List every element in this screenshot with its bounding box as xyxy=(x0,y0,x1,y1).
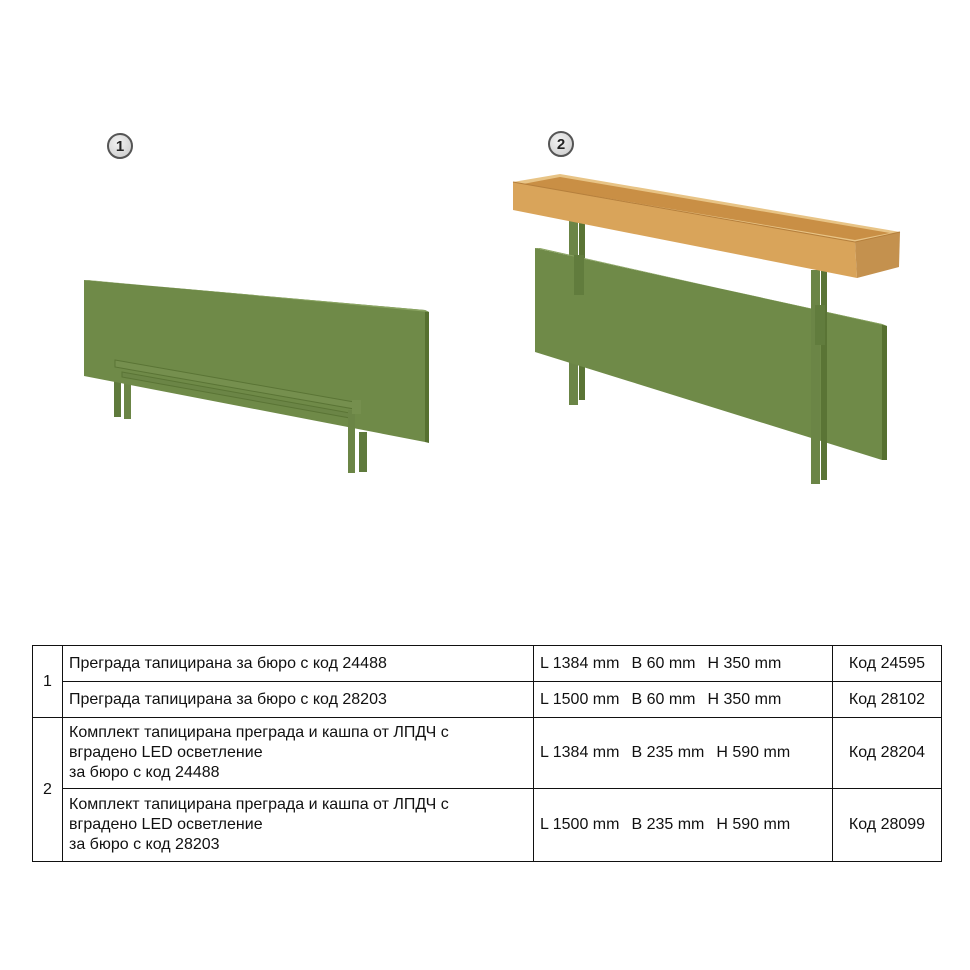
item-code: Код 28204 xyxy=(833,718,942,789)
item-description xyxy=(63,646,534,682)
length-dimension: L 1500 mm xyxy=(540,816,620,833)
specification-table xyxy=(32,645,942,862)
description-line: Комплект тапицирана преграда и кашпа от ЛПДЧ с xyxy=(69,796,449,813)
length-dimension: L 1384 mm xyxy=(540,744,620,761)
item-description xyxy=(63,718,534,789)
height-dimension: H 590 mm xyxy=(716,816,791,833)
table-row xyxy=(33,646,942,682)
description-line: вградено LED осветление xyxy=(69,744,263,761)
item-description xyxy=(63,789,534,862)
table-row xyxy=(33,718,942,789)
item-code: Код 28102 xyxy=(833,682,942,718)
item-dimensions xyxy=(534,789,833,862)
height-dimension: H 350 mm xyxy=(707,690,782,708)
description-line: Комплект тапицирана преграда и кашпа от ЛПДЧ с xyxy=(69,724,449,741)
item-code: Код 24595 xyxy=(833,646,942,682)
length-dimension: L 1384 mm xyxy=(540,654,620,672)
group-number: 2 xyxy=(33,718,63,862)
depth-dimension: B 60 mm xyxy=(631,690,696,708)
item-code: Код 28099 xyxy=(833,789,942,862)
table-row xyxy=(33,682,942,718)
group-number: 1 xyxy=(33,646,63,718)
item-description xyxy=(63,682,534,718)
height-dimension: H 590 mm xyxy=(716,744,791,761)
depth-dimension: B 235 mm xyxy=(631,816,705,833)
description-line: Преграда тапицирана за бюро с код 24488 xyxy=(69,654,387,672)
description-line: вградено LED осветление xyxy=(69,816,263,833)
item-dimensions xyxy=(534,682,833,718)
description-line: Преграда тапицирана за бюро с код 28203 xyxy=(69,690,387,708)
length-dimension: L 1500 mm xyxy=(540,690,620,708)
depth-dimension: B 235 mm xyxy=(631,744,705,761)
description-line: за бюро с код 28203 xyxy=(69,836,220,853)
item-dimensions xyxy=(534,718,833,789)
height-dimension: H 350 mm xyxy=(707,654,782,672)
table-row xyxy=(33,789,942,862)
item-number-badge-1: 1 xyxy=(107,133,133,159)
description-line: за бюро с код 24488 xyxy=(69,764,220,781)
depth-dimension: B 60 mm xyxy=(631,654,696,672)
item-dimensions xyxy=(534,646,833,682)
upholstered-divider-illustration xyxy=(60,260,460,490)
item-number-badge-2: 2 xyxy=(548,131,574,157)
divider-with-planter-illustration xyxy=(495,160,915,500)
